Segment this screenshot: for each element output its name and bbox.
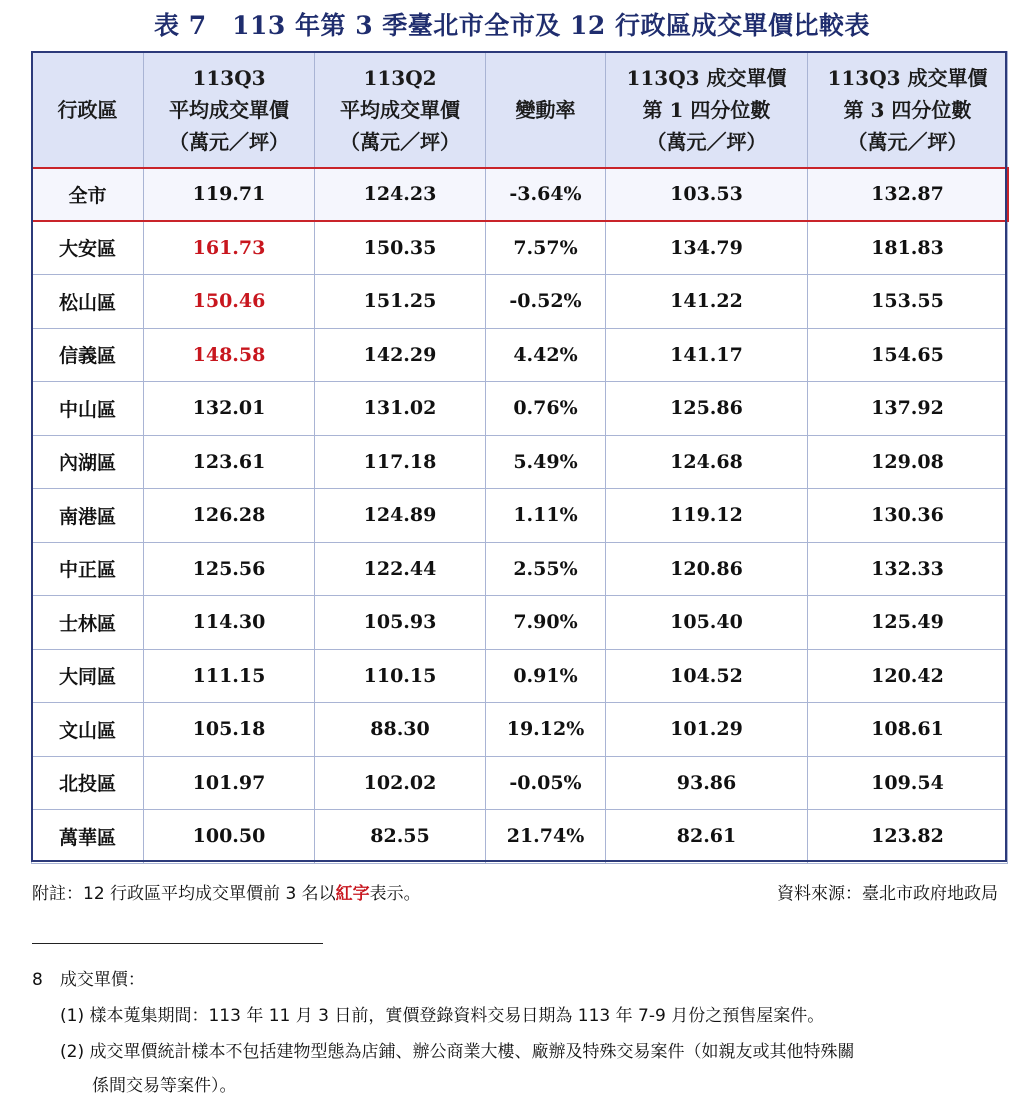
header-label: 113Q3 成交單價 xyxy=(827,65,988,90)
cell-change-rate: 7.90% xyxy=(486,596,606,650)
cell-q3-p75: 123.82 xyxy=(808,810,1008,864)
cell-q3-p25: 125.86 xyxy=(606,382,808,436)
cell-district: 大同區 xyxy=(32,649,144,703)
cell-q3-avg: 114.30 xyxy=(144,596,315,650)
cell-q3-p75: 108.61 xyxy=(808,703,1008,757)
cell-q3-p75: 130.36 xyxy=(808,489,1008,543)
header-label: （萬元／坪） xyxy=(169,129,289,154)
cell-change-rate: 4.42% xyxy=(486,328,606,382)
cell-district: 松山區 xyxy=(32,275,144,329)
header-label: 行政區 xyxy=(57,97,118,122)
table-header-row xyxy=(32,52,1008,168)
cell-q3-avg-top3: 148.58 xyxy=(144,328,315,382)
cell-q3-p75: 132.87 xyxy=(808,168,1008,222)
cell-q2-avg: 88.30 xyxy=(315,703,486,757)
header-label: （萬元／坪） xyxy=(847,129,968,154)
note-red-word: 紅字 xyxy=(335,884,370,904)
table-row xyxy=(32,221,1008,275)
cell-q3-p25: 82.61 xyxy=(606,810,808,864)
table-row xyxy=(32,756,1008,810)
cell-q2-avg: 122.44 xyxy=(315,542,486,596)
cell-change-rate: 5.49% xyxy=(486,435,606,489)
cell-change-rate: -3.64% xyxy=(486,168,606,222)
footnote-item-2-continued: 係間交易等案件）。 xyxy=(92,1076,237,1096)
header-label: （萬元／坪） xyxy=(340,129,460,154)
cell-q2-avg: 151.25 xyxy=(315,275,486,329)
table-row xyxy=(32,703,1008,757)
header-change-rate xyxy=(486,52,606,168)
table-row xyxy=(32,489,1008,543)
cell-q3-avg: 123.61 xyxy=(144,435,315,489)
cell-q3-p75: 129.08 xyxy=(808,435,1008,489)
page-title: 表 7 113 年第 3 季臺北市全市及 12 行政區成交單價比較表 xyxy=(154,11,870,40)
table-note xyxy=(32,879,421,904)
cell-district: 大安區 xyxy=(32,221,144,275)
cell-q2-avg: 82.55 xyxy=(315,810,486,864)
cell-q3-p75: 181.83 xyxy=(808,221,1008,275)
header-q3-p75 xyxy=(808,52,1008,168)
cell-district: 文山區 xyxy=(32,703,144,757)
cell-q2-avg: 102.02 xyxy=(315,756,486,810)
header-label: 113Q3 成交單價 xyxy=(626,65,787,90)
cell-q3-p25: 93.86 xyxy=(606,756,808,810)
cell-district: 信義區 xyxy=(32,328,144,382)
cell-q3-avg-top3: 150.46 xyxy=(144,275,315,329)
cell-q3-p75: 154.65 xyxy=(808,328,1008,382)
cell-q2-avg: 131.02 xyxy=(315,382,486,436)
data-source: 資料來源：臺北市政府地政局 xyxy=(777,884,998,904)
cell-district: 中山區 xyxy=(32,382,144,436)
cell-change-rate: 21.74% xyxy=(486,810,606,864)
cell-q3-avg: 119.71 xyxy=(144,168,315,222)
cell-q2-avg: 105.93 xyxy=(315,596,486,650)
cell-q2-avg: 142.29 xyxy=(315,328,486,382)
header-label: （萬元／坪） xyxy=(646,129,767,154)
cell-q3-avg: 125.56 xyxy=(144,542,315,596)
cell-q3-avg: 111.15 xyxy=(144,649,315,703)
footnote-heading: 8 成交單價： xyxy=(32,970,145,990)
table-row xyxy=(32,649,1008,703)
cell-q3-p75: 125.49 xyxy=(808,596,1008,650)
cell-change-rate: -0.52% xyxy=(486,275,606,329)
cell-district: 內湖區 xyxy=(32,435,144,489)
cell-change-rate: 0.91% xyxy=(486,649,606,703)
note-prefix: 附註：12 行政區平均成交單價前 3 名以 xyxy=(32,884,336,904)
header-q3-p25 xyxy=(606,52,808,168)
table-row xyxy=(32,435,1008,489)
header-label: 平均成交單價 xyxy=(340,97,460,122)
footnote-item-1: (1) 樣本蒐集期間：113 年 11 月 3 日前，實價登錄資料交易日期為 113 年 7-9 月份之預售屋案件。 xyxy=(60,1006,825,1026)
cell-district: 北投區 xyxy=(32,756,144,810)
cell-q3-p25: 105.40 xyxy=(606,596,808,650)
cell-q3-p25: 124.68 xyxy=(606,435,808,489)
table-row-citywide xyxy=(32,168,1008,222)
cell-district: 南港區 xyxy=(32,489,144,543)
cell-q3-avg: 105.18 xyxy=(144,703,315,757)
cell-district: 萬華區 xyxy=(32,810,144,864)
cell-change-rate: 1.11% xyxy=(486,489,606,543)
cell-change-rate: 7.57% xyxy=(486,221,606,275)
cell-q3-p75: 120.42 xyxy=(808,649,1008,703)
cell-q3-p25: 103.53 xyxy=(606,168,808,222)
table-row xyxy=(32,275,1008,329)
cell-q2-avg: 124.23 xyxy=(315,168,486,222)
header-label: 113Q3 xyxy=(192,65,266,90)
cell-q2-avg: 117.18 xyxy=(315,435,486,489)
cell-q3-avg: 126.28 xyxy=(144,489,315,543)
cell-change-rate: 2.55% xyxy=(486,542,606,596)
header-label: 113Q2 xyxy=(363,65,437,90)
header-label: 第 3 四分位數 xyxy=(843,97,972,122)
cell-q3-avg: 101.97 xyxy=(144,756,315,810)
table-row xyxy=(32,542,1008,596)
cell-change-rate: -0.05% xyxy=(486,756,606,810)
footnote-divider xyxy=(32,943,323,944)
cell-district: 全市 xyxy=(32,168,144,222)
cell-district: 中正區 xyxy=(32,542,144,596)
cell-q3-avg: 100.50 xyxy=(144,810,315,864)
price-comparison-table xyxy=(31,51,1008,864)
header-label: 平均成交單價 xyxy=(169,97,289,122)
cell-q3-p25: 119.12 xyxy=(606,489,808,543)
cell-change-rate: 0.76% xyxy=(486,382,606,436)
cell-q3-p75: 137.92 xyxy=(808,382,1008,436)
cell-q3-p25: 101.29 xyxy=(606,703,808,757)
cell-q3-p25: 141.22 xyxy=(606,275,808,329)
cell-q3-p75: 153.55 xyxy=(808,275,1008,329)
header-q2-avg xyxy=(315,52,486,168)
table-row xyxy=(32,382,1008,436)
cell-q3-p25: 134.79 xyxy=(606,221,808,275)
cell-change-rate: 19.12% xyxy=(486,703,606,757)
cell-q3-p75: 109.54 xyxy=(808,756,1008,810)
cell-q2-avg: 150.35 xyxy=(315,221,486,275)
header-label: 變動率 xyxy=(515,97,576,122)
header-q3-avg xyxy=(144,52,315,168)
header-district xyxy=(32,52,144,168)
cell-q3-avg-top3: 161.73 xyxy=(144,221,315,275)
cell-district: 士林區 xyxy=(32,596,144,650)
cell-q3-p25: 120.86 xyxy=(606,542,808,596)
cell-q2-avg: 124.89 xyxy=(315,489,486,543)
table-row xyxy=(32,328,1008,382)
cell-q3-p25: 141.17 xyxy=(606,328,808,382)
note-suffix: 表示。 xyxy=(369,884,421,904)
header-label: 第 1 四分位數 xyxy=(642,97,771,122)
table-row xyxy=(32,596,1008,650)
table-row xyxy=(32,810,1008,864)
cell-q3-p75: 132.33 xyxy=(808,542,1008,596)
footnote-item-2: (2) 成交單價統計樣本不包括建物型態為店鋪、辦公商業大樓、廠辦及特殊交易案件（如親友或其他特殊關 xyxy=(60,1042,855,1062)
cell-q3-avg: 132.01 xyxy=(144,382,315,436)
cell-q2-avg: 110.15 xyxy=(315,649,486,703)
cell-q3-p25: 104.52 xyxy=(606,649,808,703)
